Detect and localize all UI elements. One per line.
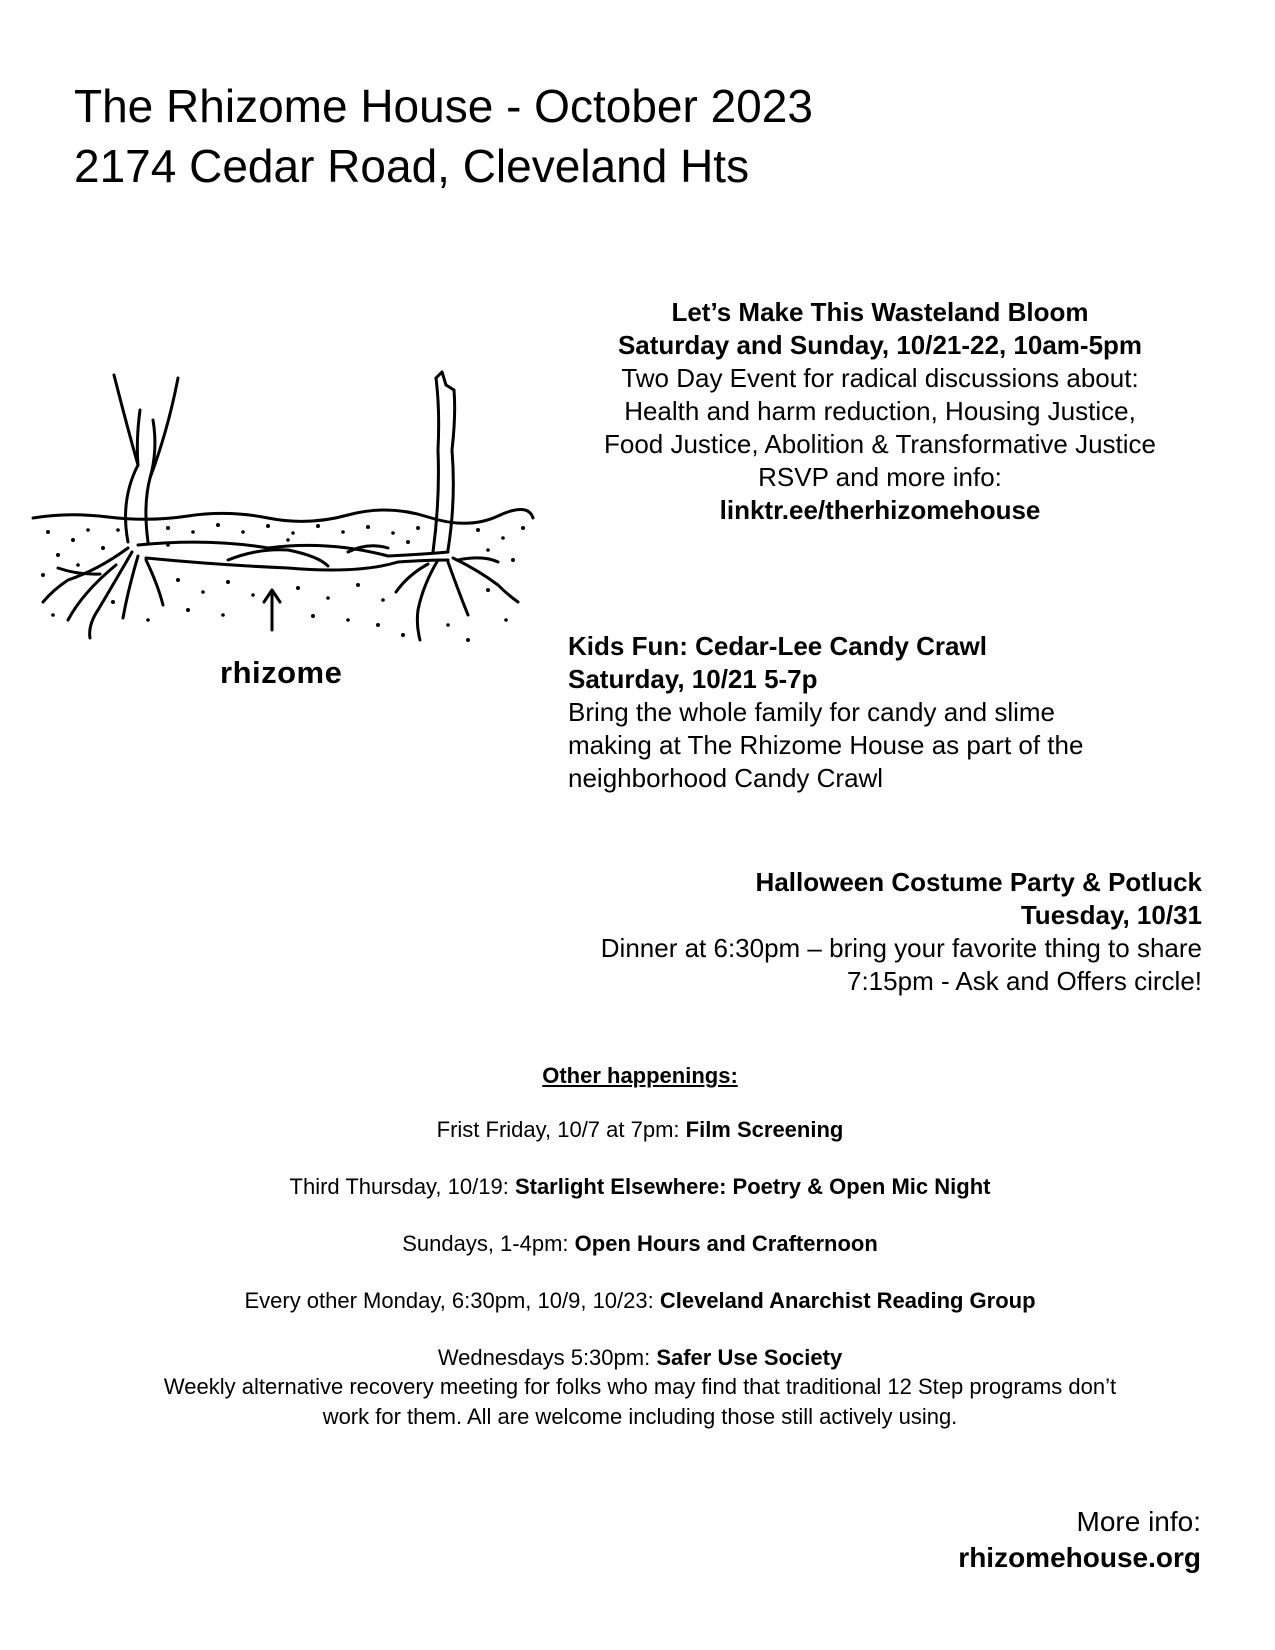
list-item — [60, 1230, 1220, 1258]
footer — [958, 1504, 1201, 1576]
event-title: Halloween Costume Party & Potluck — [755, 867, 1202, 897]
item-what: Starlight Elsewhere: Poetry & Open Mic Night — [514, 1174, 991, 1199]
event-desc: making at The Rhizome House as part of the — [568, 730, 1084, 760]
item-what: Cleveland Anarchist Reading Group — [659, 1288, 1036, 1313]
event-when: Tuesday, 10/31 — [1020, 900, 1202, 930]
event-desc: Health and harm reduction, Housing Justice, — [624, 396, 1136, 426]
event-desc: 7:15pm - Ask and Offers circle! — [847, 966, 1202, 996]
event-title: Kids Fun: Cedar-Lee Candy Crawl — [568, 631, 987, 661]
event-desc: neighborhood Candy Crawl — [568, 763, 884, 793]
item-when: Third Thursday, 10/19: — [289, 1174, 515, 1199]
item-what: Film Screening — [685, 1117, 844, 1142]
event-when: Saturday, 10/21 5-7p — [568, 664, 818, 694]
footer-url-link[interactable]: rhizomehouse.org — [958, 1542, 1201, 1573]
title-line-1: The Rhizome House - October 2023 — [74, 80, 813, 132]
desc-line: work for them. All are welcome including those still actively using. — [322, 1404, 958, 1429]
event-wasteland-bloom — [560, 296, 1200, 527]
page-title — [74, 76, 813, 196]
item-what: Open Hours and Crafternoon — [574, 1231, 878, 1256]
other-happenings-heading: Other happenings: — [542, 1063, 738, 1088]
event-candy-crawl — [568, 630, 1208, 795]
illustration-caption: rhizome — [220, 655, 343, 690]
list-item — [60, 1344, 1220, 1372]
event-halloween-party — [500, 866, 1202, 998]
other-happenings — [60, 1062, 1220, 1432]
event-when: Saturday and Sunday, 10/21-22, 10am-5pm — [617, 330, 1143, 360]
item-when: Every other Monday, 6:30pm, 10/9, 10/23: — [244, 1288, 660, 1313]
title-line-2: 2174 Cedar Road, Cleveland Hts — [74, 140, 750, 192]
item-when: Wednesdays 5:30pm: — [437, 1345, 657, 1370]
safer-use-description — [60, 1372, 1220, 1432]
footer-label: More info: — [1076, 1506, 1201, 1537]
event-desc: Bring the whole family for candy and slime — [568, 697, 1056, 727]
event-desc: RSVP and more info: — [758, 462, 1002, 492]
item-when: Sundays, 1-4pm: — [402, 1231, 575, 1256]
list-item — [60, 1116, 1220, 1144]
event-desc: Food Justice, Abolition & Transformative Justice — [603, 429, 1157, 459]
event-desc: Dinner at 6:30pm – bring your favorite thing to share — [600, 933, 1202, 963]
item-when: Frist Friday, 10/7 at 7pm: — [436, 1117, 686, 1142]
desc-line: Weekly alternative recovery meeting for folks who may find that traditional 12 Step programs don’t — [163, 1374, 1117, 1399]
event-link[interactable]: linktr.ee/therhizomehouse — [719, 495, 1041, 525]
list-item — [60, 1287, 1220, 1315]
event-title: Let’s Make This Wasteland Bloom — [671, 297, 1089, 327]
item-what: Safer Use Society — [656, 1345, 843, 1370]
rhizome-illustration — [28, 370, 538, 690]
event-desc: Two Day Event for radical discussions about: — [621, 363, 1139, 393]
list-item — [60, 1173, 1220, 1201]
